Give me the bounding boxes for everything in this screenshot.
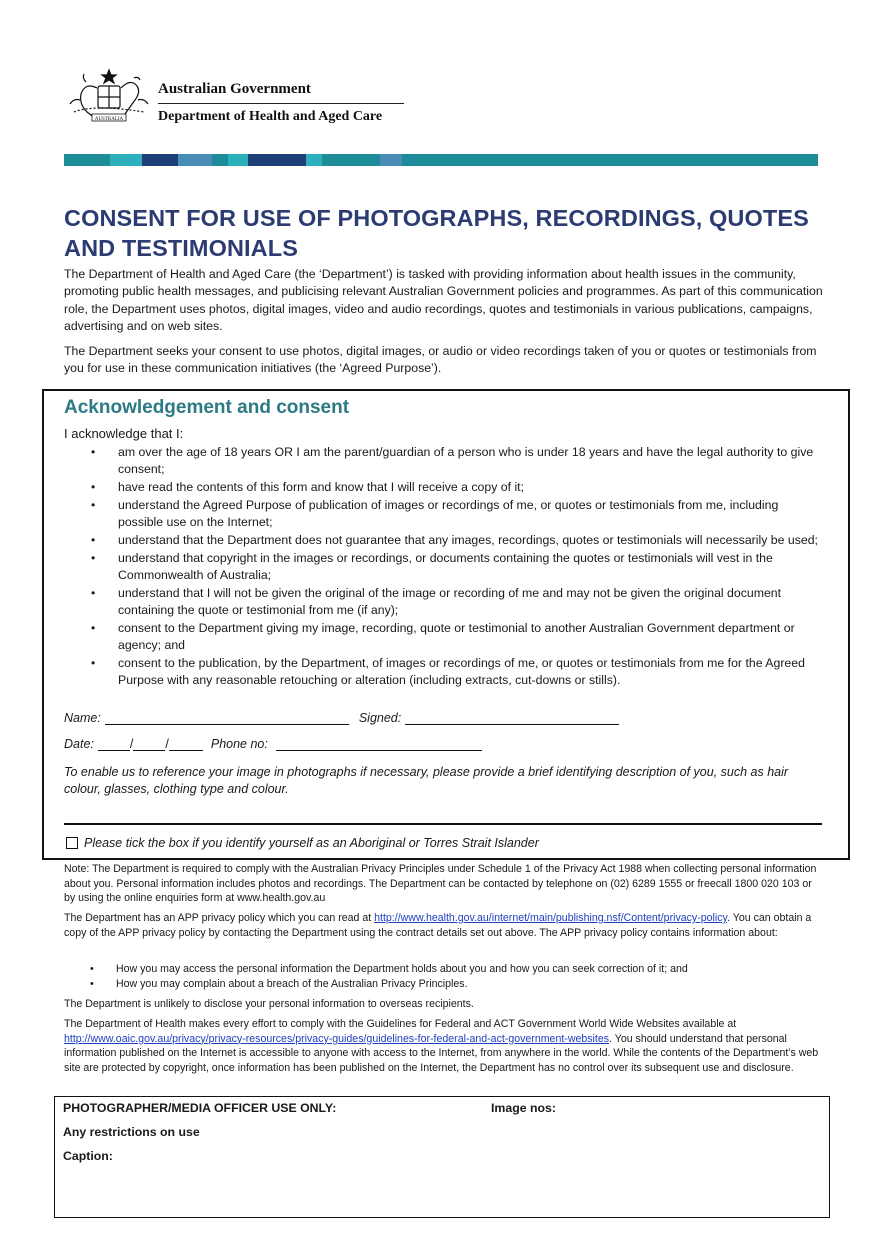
intro-paragraph-1: The Department of Health and Aged Care (the ‘Department’) is tasked with providing information about health issues in the community, promoting public health messages, and publicising relevant Australian Government policies and programmes. As part of this communication role, the Department uses photos, digital images, video and audio recordings, quotes and testimonials in various publications, campaigns, advertising and on web sites. bbox=[64, 267, 823, 334]
description-field-rule bbox=[64, 823, 822, 825]
list-item: • consent to the Department giving my image, recording, quote or testimonial to another Australian Government department or agency; and bbox=[64, 620, 824, 655]
stripe-segment bbox=[64, 154, 110, 166]
list-item: • consent to the publication, by the Department, of images or recordings of me, or quotes or testimonials from me for the Agreed Purpose with any reasonable retouching or alteration (including extracts, cut-downs or stills). bbox=[64, 655, 824, 690]
stripe-segment bbox=[142, 154, 178, 166]
name-label: Name: bbox=[64, 711, 101, 725]
stripe-segment bbox=[228, 154, 248, 166]
consent-section bbox=[42, 389, 850, 860]
name-field[interactable] bbox=[105, 712, 349, 725]
date-label: Date: bbox=[64, 737, 94, 751]
header-divider bbox=[158, 103, 404, 104]
stripe-segment bbox=[322, 154, 380, 166]
stripe-segment bbox=[248, 154, 306, 166]
list-item: • understand the Agreed Purpose of publication of images or recordings of me, or quotes or testimonials from me, including possible use on the Internet; bbox=[64, 497, 824, 532]
stripe-segment bbox=[178, 154, 212, 166]
phone-label: Phone no: bbox=[210, 737, 268, 751]
department-name: Department of Health and Aged Care bbox=[158, 109, 383, 124]
list-item: • understand that copyright in the images or recordings, or documents containing the quotes or testimonials will vest in the Commonwealth of Australia; bbox=[64, 550, 824, 585]
stripe-segment bbox=[110, 154, 142, 166]
privacy-policy-link[interactable]: http://www.health.gov.au/internet/main/publishing.nsf/Content/privacy-policy bbox=[374, 912, 728, 924]
stripe-segment bbox=[212, 154, 228, 166]
list-item: • have read the contents of this form and know that I will receive a copy of it; bbox=[64, 479, 824, 496]
phone-field[interactable] bbox=[276, 738, 482, 751]
app-policy-text: The Department has an APP privacy policy which you can read at bbox=[64, 912, 375, 924]
website-guidelines-note bbox=[64, 1017, 824, 1076]
app-policy-text-cont: . You can obtain a copy of the APP privacy policy by contacting the Department using the contract details set out above. The APP privacy policy contains information about: bbox=[64, 912, 812, 939]
stripe-segment bbox=[402, 154, 818, 166]
name-signed-row bbox=[64, 711, 623, 725]
signature-field[interactable] bbox=[405, 712, 619, 725]
indigenous-checkbox[interactable] bbox=[66, 837, 78, 849]
coat-of-arms-logo bbox=[64, 64, 154, 130]
consent-heading: Acknowledgement and consent bbox=[64, 397, 350, 418]
guidelines-text-cont: . You should understand that personal information published on the Internet is accessible to anyone with access to the Internet, from anywhere in the world. While the contents of the Department’s web site are protected by copyright, once information has been published on the Internet, the Department has no control over its subsequent use and disclosure. bbox=[64, 1032, 819, 1075]
image-nos-label: Image nos: bbox=[491, 1101, 556, 1115]
media-officer-box bbox=[54, 1096, 830, 1218]
restrictions-label: Any restrictions on use bbox=[63, 1125, 200, 1139]
app-policy-note bbox=[64, 911, 824, 940]
crest-scroll-text: AUSTRALIA bbox=[94, 116, 124, 122]
caption-label: Caption: bbox=[63, 1149, 113, 1163]
acknowledgement-list bbox=[64, 444, 824, 690]
consent-lead: I acknowledge that I: bbox=[64, 426, 184, 441]
stripe-segment bbox=[306, 154, 322, 166]
list-item: • How you may access the personal information the Department holds about you and how you can seek correction of it; and bbox=[64, 962, 824, 977]
intro-paragraph-2: The Department seeks your consent to use photos, digital images, or audio or video recordings taken of you or quotes or testimonials from you for use in these communication initiatives (the ‘Agreed Purpose’). bbox=[64, 344, 817, 376]
indigenous-tick-row bbox=[66, 836, 539, 850]
list-item: • How you may complain about a breach of the Australian Privacy Principles. bbox=[64, 977, 824, 992]
privacy-note: Note: The Department is required to comply with the Australian Privacy Principles under Schedule 1 of the Privacy Act 1988 when collecting personal information about you. Personal information includes photos and recordings. The Department can be contacted by telephone on (02) 6289 1555 or freecall 1800 020 103 or by using the online enquiries form at www.health.gov.au bbox=[64, 863, 817, 905]
overseas-note: The Department is unlikely to disclose your personal information to overseas recipients. bbox=[64, 998, 474, 1010]
date-year-field[interactable] bbox=[169, 738, 203, 751]
indigenous-tick-label: Please tick the box if you identify yourself as an Aboriginal or Torres Strait Islander bbox=[84, 836, 539, 850]
media-officer-heading: PHOTOGRAPHER/MEDIA OFFICER USE ONLY: bbox=[63, 1101, 337, 1115]
app-policy-list bbox=[64, 962, 824, 992]
signed-label: Signed: bbox=[358, 711, 402, 725]
brand-stripe bbox=[64, 154, 818, 166]
guidelines-text: The Department of Health makes every effort to comply with the Guidelines for Federal and ACT Government World Wide Websites available at bbox=[64, 1018, 737, 1030]
page-title: CONSENT FOR USE OF PHOTOGRAPHS, RECORDINGS, QUOTES AND TESTIMONIALS bbox=[64, 205, 809, 261]
date-day-field[interactable] bbox=[98, 738, 130, 751]
description-instruction: To enable us to reference your image in photographs if necessary, please provide a brief identifying description of you, such as hair colour, glasses, clothing type and colour. bbox=[64, 765, 789, 796]
list-item: • am over the age of 18 years OR I am the parent/guardian of a person who is under 18 years and have the legal authority to give consent; bbox=[64, 444, 824, 479]
date-month-field[interactable] bbox=[133, 738, 165, 751]
list-item: • understand that I will not be given the original of the image or recording of me and may not be given the original document containing the quote or testimonial from me (if any); bbox=[64, 585, 824, 620]
list-item: • understand that the Department does not guarantee that any images, recordings, quotes or testimonials will necessarily be used; bbox=[64, 532, 824, 549]
date-phone-row: Date: / / Phone no: bbox=[64, 737, 486, 751]
stripe-segment bbox=[380, 154, 402, 166]
government-name: Australian Government bbox=[158, 81, 311, 97]
guidelines-link[interactable]: http://www.oaic.gov.au/privacy/privacy-resources/privacy-guides/guidelines-for-federal-and-act-government-websites bbox=[64, 1032, 610, 1045]
